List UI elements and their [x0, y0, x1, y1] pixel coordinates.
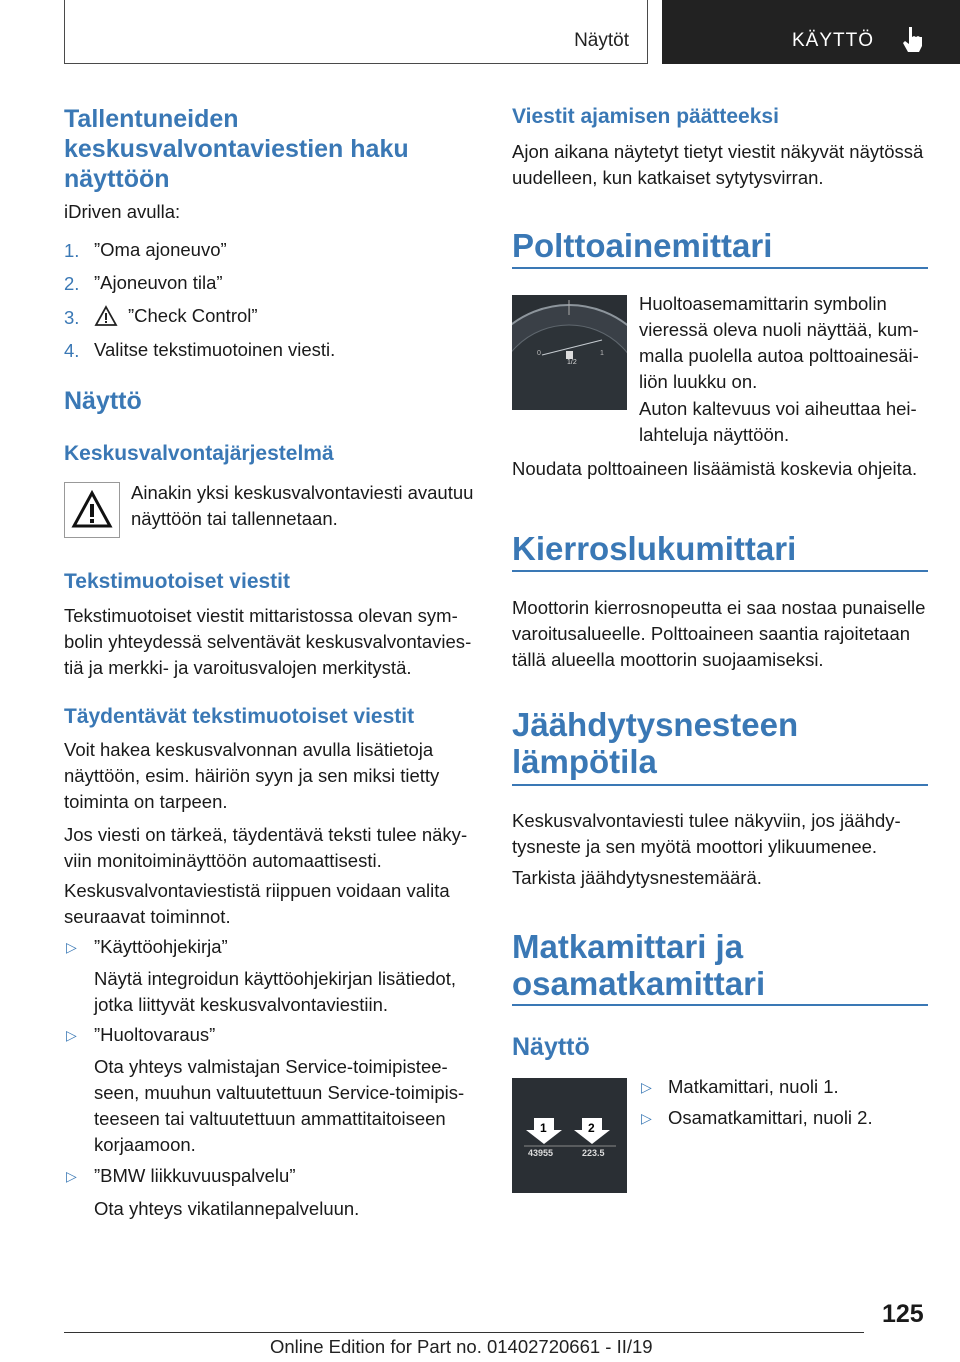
- page-number: 125: [882, 1300, 924, 1328]
- heading-odometer: Matkamittari ja osamatkamittari: [512, 928, 766, 1002]
- odometer-value: 43955: [528, 1148, 554, 1158]
- odo-bullet: Matkamittari, nuoli 1.: [668, 1076, 839, 1097]
- heading-recall-messages: Tallentuneiden keskusvalvontaviestien haku näyttöön: [64, 105, 409, 193]
- heading-rule: [512, 570, 928, 572]
- bullet-desc: Ota yhteys vikatilannepalveluun.: [94, 1198, 360, 1219]
- trip-odometer-value: 223.5: [582, 1148, 605, 1158]
- bullet-label: ”Huoltovaraus”: [94, 1024, 216, 1045]
- heading-display: Näyttö: [64, 387, 142, 415]
- header-section-tab: [64, 0, 648, 64]
- header-chapter-tab: [662, 0, 960, 64]
- bullet-triangle-icon: ▷: [641, 1110, 652, 1126]
- hand-pointer-icon: [898, 24, 928, 54]
- step-text: ”Oma ajoneuvo”: [94, 239, 227, 260]
- heading-rule: [512, 267, 928, 269]
- bullet-desc: Ota yhteys valmistajan Service-toimipisteeseen, muuhun valtuutettuun Service-toimipisteeseen tai valtuutettuun ammattitaitoiseen korjaamoon.: [94, 1056, 465, 1155]
- heading-rule: [512, 784, 928, 786]
- bullet-triangle-icon: ▷: [641, 1079, 652, 1095]
- odo-bullet: Osamatkamittari, nuoli 2.: [668, 1107, 873, 1128]
- odo-arrow-2-label: 2: [588, 1121, 595, 1135]
- fuel-gauge-half-label: 1/2: [567, 359, 577, 366]
- chapter-title: KÄYTTÖ: [792, 30, 875, 51]
- heading-end-of-drive: Viestit ajamisen päätteeksi: [512, 105, 779, 128]
- edition-note: Online Edition for Part no. 01402720661 - II/19: [270, 1336, 653, 1357]
- heading-fuel-gauge: Polttoainemittari: [512, 227, 773, 264]
- warning-triangle-icon: [94, 305, 118, 327]
- odo-arrow-1-label: 1: [540, 1121, 547, 1135]
- odometer-image: [512, 1078, 627, 1193]
- fuel-p1: Huoltoasemamittarin symbolin vieressä oleva nuoli näyttää, kummalla puolella autoa polttoainesäiliön luukku on.: [639, 293, 919, 392]
- fuel-p2: Auton kaltevuus voi aiheuttaa heilahteluja näyttöön.: [639, 398, 917, 445]
- heading-supplementary-messages: Täydentävät tekstimuotoiset viestit: [64, 705, 415, 728]
- bullet-triangle-icon: ▷: [66, 939, 77, 955]
- heading-coolant-temp: Jäähdytysnesteen lämpötila: [512, 706, 799, 780]
- end-of-drive-body: Ajon aikana näytetyt tietyt viestit näkyvät näytössä uudelleen, kun katkaiset sytytysvirran.: [512, 141, 924, 188]
- heading-tachometer: Kierroslukumittari: [512, 530, 797, 567]
- bullet-triangle-icon: ▷: [66, 1027, 77, 1043]
- coolant-p1: Keskusvalvontaviesti tulee näkyviin, jos jäähdytysneste ja sen myötä moottori ylikuumenee.: [512, 810, 901, 857]
- fuel-gauge-image: [512, 295, 627, 410]
- heading-text-messages: Tekstimuotoiset viestit: [64, 570, 290, 593]
- fuel-p3: Noudata polttoaineen lisäämistä koskevia ohjeita.: [512, 458, 918, 479]
- text-messages-body: Tekstimuotoiset viestit mittaristossa olevan symbolin yhteydessä selventävät keskusvalvontaviestiä ja merkki- ja varoitusvalojen merkitystä.: [64, 605, 472, 678]
- svg-text:1: 1: [600, 350, 604, 357]
- step-number: 3.: [64, 307, 80, 328]
- bullet-triangle-icon: ▷: [66, 1168, 77, 1184]
- bullet-label: ”BMW liikkuvuuspalvelu”: [94, 1165, 296, 1186]
- heading-rule: [512, 1004, 928, 1006]
- warning-symbol-box: [64, 482, 120, 538]
- supplementary-p1: Voit hakea keskusvalvonnan avulla lisätietoja näyttöön, esim. häiriön syyn ja sen miksi tietty toiminta on tarpeen.: [64, 739, 440, 812]
- step-number: 2.: [64, 273, 80, 294]
- svg-text:0: 0: [537, 350, 541, 357]
- step-text: ”Check Control”: [128, 305, 258, 326]
- step-text: Valitse tekstimuotoinen viesti.: [94, 339, 336, 360]
- bullet-label: ”Käyttöohjekirja”: [94, 936, 228, 957]
- heading-check-control: Keskusvalvontajärjestelmä: [64, 442, 334, 465]
- tachometer-body: Moottorin kierrosnopeutta ei saa nostaa punaiselle varoitusalueelle. Polttoaineen saantia rajoitetaan tällä alueella moottorin suojaamiseksi.: [512, 597, 926, 670]
- fuel-gauge-illustration: [512, 295, 627, 410]
- check-control-text: Ainakin yksi keskusvalvontaviesti avautuu näyttöön tai tallennetaan.: [131, 482, 474, 529]
- warning-triangle-icon: [71, 489, 113, 531]
- footer-rule: [64, 1332, 864, 1333]
- step-text: ”Ajoneuvon tila”: [94, 272, 223, 293]
- supplementary-p2: Jos viesti on tärkeä, täydentävä teksti tulee näkyviin monitoiminäyttöön automaattisesti.: [64, 824, 468, 871]
- step-number: 4.: [64, 340, 80, 361]
- section-title: Näytöt: [574, 30, 629, 51]
- idrive-intro: iDriven avulla:: [64, 201, 181, 222]
- supplementary-p3: Keskusvalvontaviestistä riippuen voidaan valita seuraavat toiminnot.: [64, 880, 450, 927]
- odometer-arrows-illustration: [512, 1078, 627, 1193]
- heading-odo-display: Näyttö: [512, 1033, 590, 1061]
- coolant-p2: Tarkista jäähdytysnestemäärä.: [512, 867, 762, 888]
- step-number: 1.: [64, 240, 80, 261]
- bullet-desc: Näytä integroidun käyttöohjekirjan lisätiedot, jotka liittyvät keskusvalvontaviestiin.: [94, 968, 456, 1015]
